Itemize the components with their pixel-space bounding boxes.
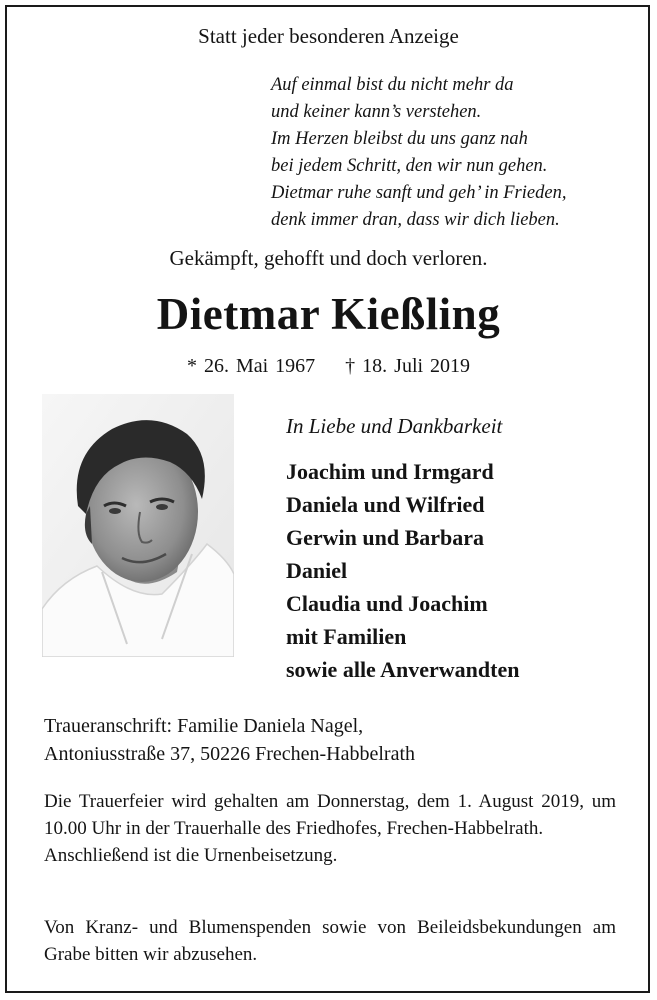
mourners-list (286, 455, 519, 686)
life-dates (0, 355, 657, 378)
portrait-photo (42, 394, 234, 657)
motto: Gekämpft, gehofft und doch verloren. (169, 246, 488, 270)
poem-line: bei jedem Schritt, den wir nun gehen. (271, 156, 548, 176)
mourner-name: Gerwin und Barbara (286, 525, 485, 550)
mourner-name: Claudia und Joachim (286, 591, 488, 616)
poem (271, 72, 566, 234)
birth-date: * 26. Mai 1967 (186, 355, 316, 377)
notice-header: Statt jeder besonderen Anzeige (198, 24, 459, 48)
mourner-name: Joachim und Irmgard (286, 459, 494, 484)
poem-line: Im Herzen bleibst du uns ganz nah (271, 129, 528, 149)
poem-line: denk immer dran, dass wir dich lieben. (271, 210, 560, 230)
ceremony-text: Die Trauerfeier wird gehalten am Donnerstag, dem 1. August 2019, um 10.00 Uhr in der Trauerhalle des Friedhofes, Frechen-Habbelrath. (44, 791, 616, 839)
deceased-name: Dietmar Kießling (156, 289, 501, 339)
mourner-name: Daniel (286, 558, 348, 583)
mourners-intro: In Liebe und Dankbarkeit (286, 414, 503, 438)
ceremony-followup: Anschließend ist die Urnenbeisetzung. (44, 845, 338, 866)
death-date: † 18. Juli 2019 (345, 355, 471, 377)
mourner-name: sowie alle Anverwandten (286, 657, 520, 682)
mourner-name: Daniela und Wilfried (286, 492, 485, 517)
portrait-image (42, 394, 234, 657)
donation-note: Von Kranz- und Blumenspenden sowie von Beileidsbekundungen am Grabe bitten wir abzusehen. (44, 917, 616, 965)
address-line: Antoniusstraße 37, 50226 Frechen-Habbelrath (44, 743, 416, 765)
address-line: Traueranschrift: Familie Daniela Nagel, (44, 715, 364, 737)
ceremony-info (44, 788, 616, 869)
poem-line: Dietmar ruhe sanft und geh’ in Frieden, (271, 183, 567, 203)
poem-line: und keiner kann’s verstehen. (271, 102, 482, 122)
poem-line: Auf einmal bist du nicht mehr da (271, 75, 514, 95)
mourner-name: mit Familien (286, 624, 407, 649)
mourning-address (44, 712, 415, 768)
